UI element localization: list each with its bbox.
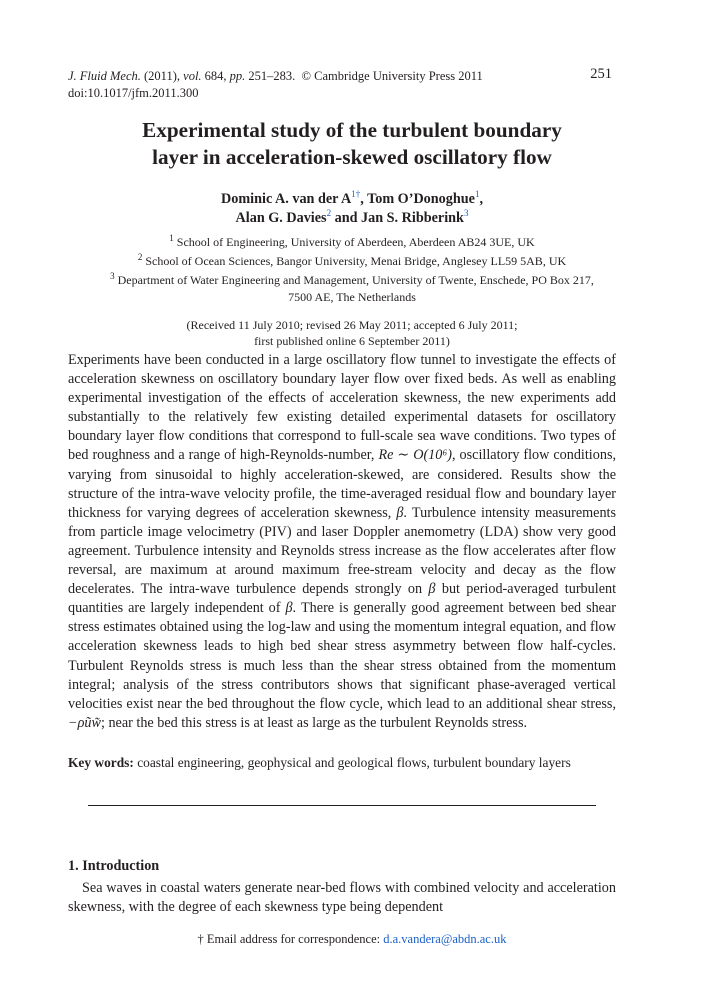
page-range: 251–283. — [248, 69, 296, 83]
author-3: Alan G. Davies — [235, 210, 327, 226]
journal-year: (2011), — [144, 69, 181, 83]
volume-label: vol. — [183, 69, 202, 83]
affiliation-1 — [60, 234, 644, 251]
affiliation-text: School of Ocean Sciences, Bangor University, Menai Bridge, Anglesey LL59 5AB, UK — [145, 254, 567, 268]
beta-symbol: β — [396, 504, 404, 521]
author-conjunction: and — [331, 210, 362, 226]
section-divider — [88, 805, 596, 806]
author-2: Tom O’Donoghue — [367, 191, 475, 207]
author-1-affiliation-link[interactable]: 1 — [351, 189, 356, 199]
author-2-affiliation-link[interactable]: 1 — [474, 189, 480, 199]
abstract-text: ; near the bed this stress is at least as large as the turbulent Reynolds stress. — [100, 714, 528, 731]
affiliations — [60, 234, 644, 308]
page-number: 251 — [590, 66, 612, 82]
doi: doi:10.1017/jfm.2011.300 — [68, 86, 199, 100]
title-line-2: layer in acceleration-skewed oscillatory flow — [152, 145, 552, 169]
affiliation-3 — [60, 272, 644, 289]
abstract — [68, 351, 616, 733]
running-header — [68, 68, 483, 102]
paper-title — [60, 117, 644, 171]
keywords — [68, 754, 616, 772]
affiliation-number: 3 — [110, 271, 115, 281]
keywords-text: coastal engineering, geophysical and geological flows, turbulent boundary layers — [137, 755, 571, 770]
abstract-text: but period-averaged turbulent quantities are largely independent of — [68, 581, 617, 617]
author-4-affiliation-link[interactable]: 3 — [463, 208, 469, 218]
affiliation-number: 1 — [169, 233, 174, 243]
footnote-label: † Email address for correspondence: — [197, 932, 381, 946]
title-line-1: Experimental study of the turbulent boundary — [142, 118, 562, 142]
beta-symbol: β — [428, 581, 436, 598]
affiliation-text: Department of Water Engineering and Management, University of Twente, Enschede, PO Box 217, — [117, 273, 594, 287]
received-line-1: (Received 11 July 2010; revised 26 May 2011; accepted 6 July 2011; — [186, 318, 518, 332]
author-1-dagger[interactable]: † — [355, 189, 361, 199]
author-list — [60, 190, 644, 228]
received-dates — [60, 317, 644, 349]
received-line-2: first published online 6 September 2011) — [254, 334, 450, 348]
abstract-text: , oscillatory flow conditions, varying from sinusoidal to highly acceleration-skewed, are considered. Results show the structure of the intra-wave velocity profile, the time-averaged residual flow and boundary layer thickness for varying degrees of acceleration skewness, — [68, 447, 617, 521]
author-separator: , — [360, 191, 368, 207]
correspondence-footnote — [60, 932, 644, 947]
journal-name: J. Fluid Mech. — [68, 69, 141, 83]
keywords-label: Key words: — [68, 755, 134, 770]
volume-number: 684, — [204, 69, 227, 83]
beta-symbol: β — [285, 600, 293, 617]
affiliation-number: 2 — [137, 252, 143, 262]
section-heading-introduction: 1. Introduction — [68, 858, 160, 874]
reynolds-number-math: Re ∼ O(10⁶) — [378, 447, 453, 464]
copyright: © Cambridge University Press 2011 — [301, 69, 483, 83]
author-separator: , — [479, 191, 483, 207]
intro-paragraph: Sea waves in coastal waters generate near-bed flows with combined velocity and acceleration skewness, with the degree of each skewness type being dependent — [68, 880, 616, 916]
pages-label: pp. — [229, 69, 246, 83]
shear-stress-math: −ρũw̃ — [68, 714, 101, 731]
author-3-affiliation-link[interactable]: 2 — [326, 208, 332, 218]
author-4: Jan S. Ribberink — [361, 210, 464, 226]
author-1: Dominic A. van der A — [221, 191, 352, 207]
affiliation-3-continued: 7500 AE, The Netherlands — [288, 290, 416, 304]
abstract-text: . There is generally good agreement between bed shear stress estimates obtained using the log-law and using the momentum integral equation, and flow acceleration skewness leads to high bed shear stress asymmetry between flow half-cycles. Turbulent Reynolds stress is much less than the shear stress obtained from the momentum integral; analysis of the stress contributors shows that significant phase-averaged vertical velocities exist near the bed throughout the flow cycle, which lead to an additional shear stress, — [68, 600, 616, 712]
affiliation-text: School of Engineering, University of Aberdeen, Aberdeen AB24 3UE, UK — [176, 235, 535, 249]
introduction-text — [68, 879, 616, 918]
correspondence-email-link[interactable]: d.a.vandera@abdn.ac.uk — [383, 932, 507, 946]
abstract-text: Experiments have been conducted in a large oscillatory flow tunnel to investigate the effects of acceleration skewness on oscillatory boundary layer flow over fixed beds. As well as enabling experimental investigation of the effects of acceleration skewness, the new experiments add substantially to the relatively few existing detailed experimental datasets for oscillatory boundary layer flow conditions that correspond to full-scale sea wave conditions. Two types of bed roughness and a range of high-Reynolds-number, — [68, 352, 616, 464]
affiliation-2 — [60, 253, 644, 270]
abstract-text: . Turbulence intensity measurements from particle image velocimetry (PIV) and laser Doppler anemometry (LDA) show very good agreement. Turbulence intensity and Reynolds stress increase as the flow accelerates after flow reversal, are maximum at around maximum free-stream velocity and decay as the flow decelerates. The intra-wave turbulence depends strongly on — [68, 504, 617, 598]
